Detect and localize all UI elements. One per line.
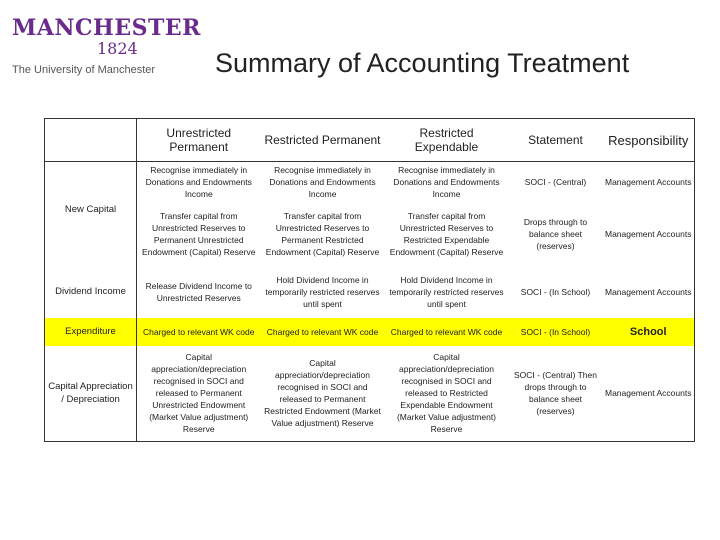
table-cell: Capital appreciation/depreciation recognised in SOCI and released to Permanent Restricted Endowment (Market Value adjustment) Reserve [261,346,385,442]
university-logo [12,15,201,76]
table-row [45,266,695,318]
table-cell: Drops through to balance sheet (reserves) [523,216,588,251]
table-cell: Charged to relevant WK code [385,318,509,346]
table-cell: Capital appreciation/depreciation recognised in SOCI and released to Restricted Expendable Endowment (Market Value adjustment) Reserve [385,346,509,442]
row-label [45,162,137,202]
table-cell: Charged to relevant WK code [261,318,385,346]
table-cell: Management Accounts [603,202,695,266]
table-row [45,346,695,442]
table-cell: Capital appreciation/depreciation recognised in SOCI and released to Permanent Unrestricted Endowment (Market Value adjustment) Reserve [137,346,261,442]
table-cell: SOCI - (In School) [509,318,603,346]
table-cell: SOCI - (In School) [520,286,591,297]
header-statement: Statement [509,119,603,162]
table-row [45,162,695,202]
table-cell: Recognise immediately in Donations and Endowments Income [261,162,385,202]
row-label: New Capital [45,202,137,266]
table-cell: Hold Dividend Income in temporarily restricted reserves until spent [389,274,504,309]
page-title: Summary of Accounting Treatment [215,48,630,78]
header-restricted-permanent: Restricted Permanent [261,119,385,162]
table-cell: Hold Dividend Income in temporarily restricted reserves until spent [265,274,380,309]
table-cell: SOCI - (Central) Then drops through to balance sheet (reserves) [509,346,603,442]
table-cell: Transfer capital from Unrestricted Reserves to Restricted Expendable Endowment (Capital) Reserve [389,210,504,257]
header-responsibility: Responsibility [603,119,695,162]
table-cell: Transfer capital from Unrestricted Reserves to Permanent Unrestricted Endowment (Capital) Reserve [142,210,256,257]
table-cell: Recognise immediately in Donations and Endowments Income [137,162,261,202]
logo-year: 1824 [97,39,138,58]
header-restricted-expendable: Restricted Expendable [385,119,509,162]
table-cell: Recognise immediately in Donations and Endowments Income [385,162,509,202]
table-cell: Release Dividend Income to Unrestricted Reserves [145,280,252,303]
table-cell: School [603,318,695,346]
table-cell: Management Accounts [603,346,695,442]
row-label: Expenditure [45,318,137,346]
table-row [45,202,695,266]
accounting-summary-table [44,118,695,442]
row-label: Dividend Income [45,266,137,318]
row-label: Capital Appreciation / Depreciation [45,346,137,442]
table-cell: Management Accounts [603,266,695,318]
table-header-row [45,119,695,162]
logo-wordmark: MANCHESTER [12,15,201,41]
table-cell: Charged to relevant WK code [137,318,261,346]
header-corner [45,119,137,162]
table-row-expenditure [45,318,695,346]
table-cell: Management Accounts [603,162,695,202]
header-unrestricted-permanent: Unrestricted Permanent [137,119,261,162]
logo-subtitle: The University of Manchester [12,64,156,76]
table-cell: Transfer capital from Unrestricted Reserves to Permanent Restricted Endowment (Capital) Reserve [265,210,380,257]
table-cell: SOCI - (Central) [509,162,603,202]
